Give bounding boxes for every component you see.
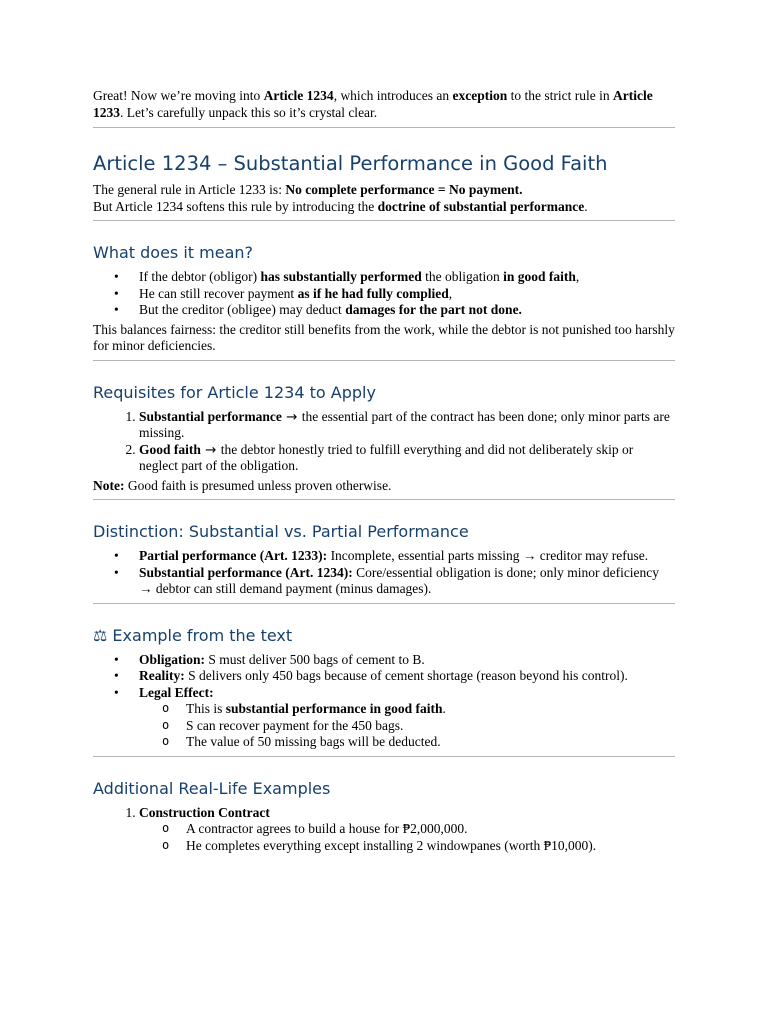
section-heading-meaning: What does it mean? [93,243,254,262]
list-item: • If the debtor (obligor) has substantially performed the obligation in good faith, [139,269,675,286]
sub-list-item: o S can recover payment for the 450 bags. [186,718,675,735]
list-item: 2. Good faith → the debtor honestly tried to fulfill everything and did not deliberately skip or neglect part of the obligation. [139,442,675,475]
sub-list-item: o He completes everything except installing 2 windowpanes (worth ₱10,000). [186,838,675,855]
good-faith-note: Note: Good faith is presumed unless proven otherwise. [93,477,392,493]
construction-sublist [139,821,675,854]
sub-list-item: o The value of 50 missing bags will be deducted. [186,734,675,751]
list-item: • Legal Effect: o This is substantial performance in good faith. o S can recover payment for the 450 bags. o The value of 50 missing bags will be deducted. [139,685,675,751]
intro-paragraph: Great! Now we’re moving into Article 1234, which introduces an exception to the strict rule in Article 1233. Let’s carefully unpack this so it’s crystal clear. [93,88,653,120]
sub-list-item: o This is substantial performance in good faith. [186,701,675,718]
scales-icon: ⚖ [93,625,108,645]
distinction-list [93,548,675,598]
divider [93,499,675,500]
list-item: • But the creditor (obligee) may deduct damages for the part not done. [139,302,675,319]
additional-list [93,805,675,855]
divider [93,220,675,221]
divider [93,127,675,128]
page-title: Article 1234 – Substantial Performance in Good Faith [93,152,608,175]
arrow-icon: → [281,408,302,425]
list-item: • He can still recover payment as if he had fully complied, [139,286,675,303]
list-item: • Partial performance (Art. 1233): Incomplete, essential parts missing → creditor may refuse. [139,548,675,565]
requisites-list [93,409,675,475]
section-heading-requisites: Requisites for Article 1234 to Apply [93,382,376,402]
list-item: 1. Construction Contract o A contractor agrees to build a house for ₱2,000,000. o He completes everything except installing 2 windowpanes (worth ₱10,000). [139,805,675,855]
divider [93,360,675,361]
meaning-list [93,269,675,319]
sub-list-item: o A contractor agrees to build a house for ₱2,000,000. [186,821,675,838]
list-item: • Substantial performance (Art. 1234): Core/essential obligation is done; only minor deficiency → debtor can still demand payment (minus damages). [139,565,675,598]
list-item: • Obligation: S must deliver 500 bags of cement to B. [139,652,675,669]
arrow-icon: → [200,441,221,458]
section-heading-additional: Additional Real-Life Examples [93,778,331,798]
example-list [93,652,675,751]
list-item: 1. Substantial performance → the essential part of the contract has been done; only minor parts are missing. [139,409,675,442]
fairness-note: This balances fairness: the creditor still benefits from the work, while the debtor is not punished too harshly for minor deficiencies. [93,321,675,353]
softens-rule-line: But Article 1234 softens this rule by introducing the doctrine of substantial performance. [93,198,588,214]
section-heading-distinction: Distinction: Substantial vs. Partial Performance [93,522,469,541]
section-heading-example: ⚖ Example from the text [93,625,293,645]
general-rule-line: The general rule in Article 1233 is: No complete performance = No payment. [93,182,523,197]
divider [93,756,675,757]
list-item: • Reality: S delivers only 450 bags because of cement shortage (reason beyond his control). [139,668,675,685]
divider [93,603,675,604]
legal-effect-sublist [139,701,675,751]
